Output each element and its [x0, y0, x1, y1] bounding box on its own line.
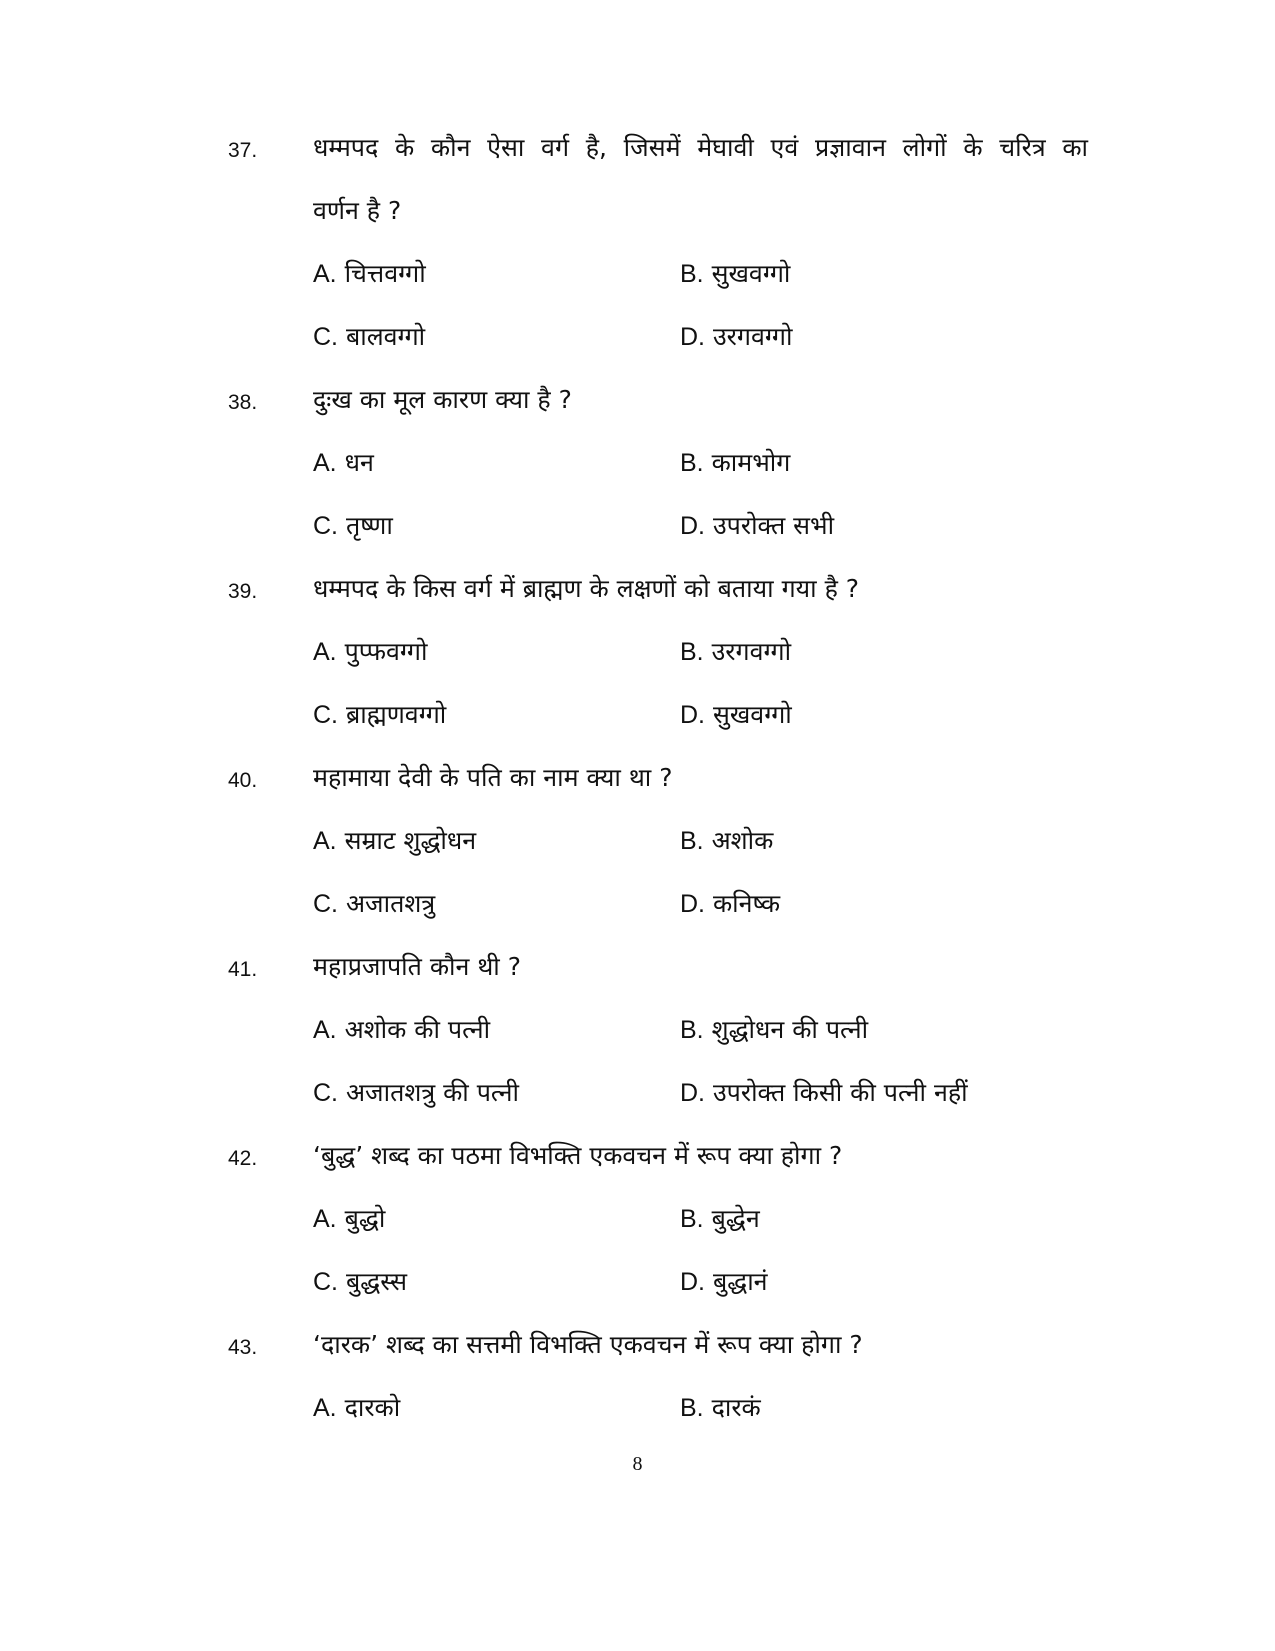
option-letter: B. — [680, 260, 704, 288]
option-letter: C. — [313, 323, 338, 351]
option-a — [313, 1013, 490, 1047]
question-number: 37. — [228, 139, 258, 162]
option-text: अशोक — [711, 826, 774, 855]
option-b — [680, 257, 790, 291]
option-letter: D. — [680, 890, 705, 918]
option-text: कनिष्क — [712, 889, 781, 918]
option-b — [680, 1202, 760, 1236]
option-c — [313, 698, 446, 732]
question-number: 43. — [228, 1336, 258, 1359]
option-text: कामभोग — [711, 448, 791, 477]
option-d — [680, 1076, 968, 1110]
option-c — [313, 509, 393, 543]
option-d — [680, 1265, 768, 1299]
option-d — [680, 509, 834, 543]
question-text: महाप्रजापति कौन थी ? — [313, 952, 521, 981]
option-a — [313, 1202, 385, 1236]
question-text: ‘बुद्ध’ शब्द का पठमा विभक्ति एकवचन में रूप क्या होगा ? — [313, 1141, 843, 1170]
question-number: 38. — [228, 391, 258, 414]
option-letter: B. — [680, 827, 704, 855]
option-letter: B. — [680, 449, 704, 477]
option-a — [313, 1391, 400, 1425]
option-letter: A. — [313, 1394, 337, 1422]
option-text: धन — [344, 448, 374, 477]
option-text: उरगवग्गो — [712, 322, 793, 351]
option-text: दारकं — [711, 1393, 761, 1422]
option-letter: A. — [313, 1205, 337, 1233]
option-a — [313, 824, 476, 858]
option-c — [313, 1265, 407, 1299]
option-letter: B. — [680, 1205, 704, 1233]
option-letter: A. — [313, 827, 337, 855]
option-letter: D. — [680, 1268, 705, 1296]
option-c — [313, 887, 435, 921]
option-text: दारको — [344, 1393, 401, 1422]
option-a — [313, 257, 426, 291]
question-number: 42. — [228, 1147, 258, 1170]
option-a — [313, 446, 374, 480]
option-letter: A. — [313, 260, 337, 288]
option-text: बुद्धस्स — [345, 1267, 408, 1296]
option-letter: C. — [313, 701, 338, 729]
option-letter: C. — [313, 512, 338, 540]
option-letter: D. — [680, 512, 705, 540]
option-letter: B. — [680, 1394, 704, 1422]
option-c — [313, 1076, 519, 1110]
option-text: बुद्धानं — [712, 1267, 768, 1296]
option-letter: D. — [680, 323, 705, 351]
option-letter: D. — [680, 701, 705, 729]
option-text: अशोक की पत्नी — [344, 1015, 491, 1044]
question-text: ‘दारक’ शब्द का सत्तमी विभक्ति एकवचन में रूप क्या होगा ? — [313, 1330, 863, 1359]
question-text: धम्मपद के कौन ऐसा वर्ग है, जिसमें मेघावी एवं प्रज्ञावान लोगों के चरित्र का — [313, 133, 1088, 162]
option-b — [680, 446, 790, 480]
option-text: तृष्णा — [345, 511, 393, 540]
option-letter: A. — [313, 638, 337, 666]
option-b — [680, 824, 773, 858]
option-letter: A. — [313, 1016, 337, 1044]
option-letter: C. — [313, 1268, 338, 1296]
option-text: अजातशत्रु की पत्नी — [345, 1078, 519, 1107]
question-text: दुःख का मूल कारण क्या है ? — [313, 385, 572, 414]
question-text-continued: वर्णन है ? — [313, 196, 402, 225]
option-letter: C. — [313, 1079, 338, 1107]
option-d — [680, 320, 792, 354]
option-letter: B. — [680, 1016, 704, 1044]
option-b — [680, 635, 791, 669]
option-a — [313, 635, 427, 669]
option-c — [313, 320, 425, 354]
option-text: उरगवग्गो — [711, 637, 792, 666]
option-text: शुद्धोधन की पत्नी — [711, 1015, 869, 1044]
question-number: 39. — [228, 580, 258, 603]
option-letter: B. — [680, 638, 704, 666]
option-text: पुप्फवग्गो — [344, 637, 428, 666]
option-text: सुखवग्गो — [711, 259, 791, 288]
option-b — [680, 1013, 868, 1047]
option-letter: C. — [313, 890, 338, 918]
option-text: बालवग्गो — [345, 322, 426, 351]
question-text: धम्मपद के किस वर्ग में ब्राह्मण के लक्षणों को बताया गया है ? — [313, 574, 860, 603]
option-d — [680, 698, 792, 732]
option-text: चित्तवग्गो — [344, 259, 426, 288]
question-number: 40. — [228, 769, 258, 792]
option-text: ब्राह्मणवग्गो — [345, 700, 447, 729]
option-text: उपरोक्त सभी — [712, 511, 835, 540]
option-letter: A. — [313, 449, 337, 477]
option-text: बुद्धेन — [711, 1204, 760, 1233]
option-letter: D. — [680, 1079, 705, 1107]
option-text: उपरोक्त किसी की पत्नी नहीं — [712, 1078, 968, 1107]
option-d — [680, 887, 780, 921]
question-text: महामाया देवी के पति का नाम क्या था ? — [313, 763, 673, 792]
option-text: सम्राट शुद्धोधन — [344, 826, 477, 855]
option-b — [680, 1391, 761, 1425]
option-text: सुखवग्गो — [712, 700, 792, 729]
option-text: बुद्धो — [344, 1204, 386, 1233]
page-number: 8 — [632, 1453, 643, 1475]
question-number: 41. — [228, 958, 258, 981]
option-text: अजातशत्रु — [345, 889, 436, 918]
